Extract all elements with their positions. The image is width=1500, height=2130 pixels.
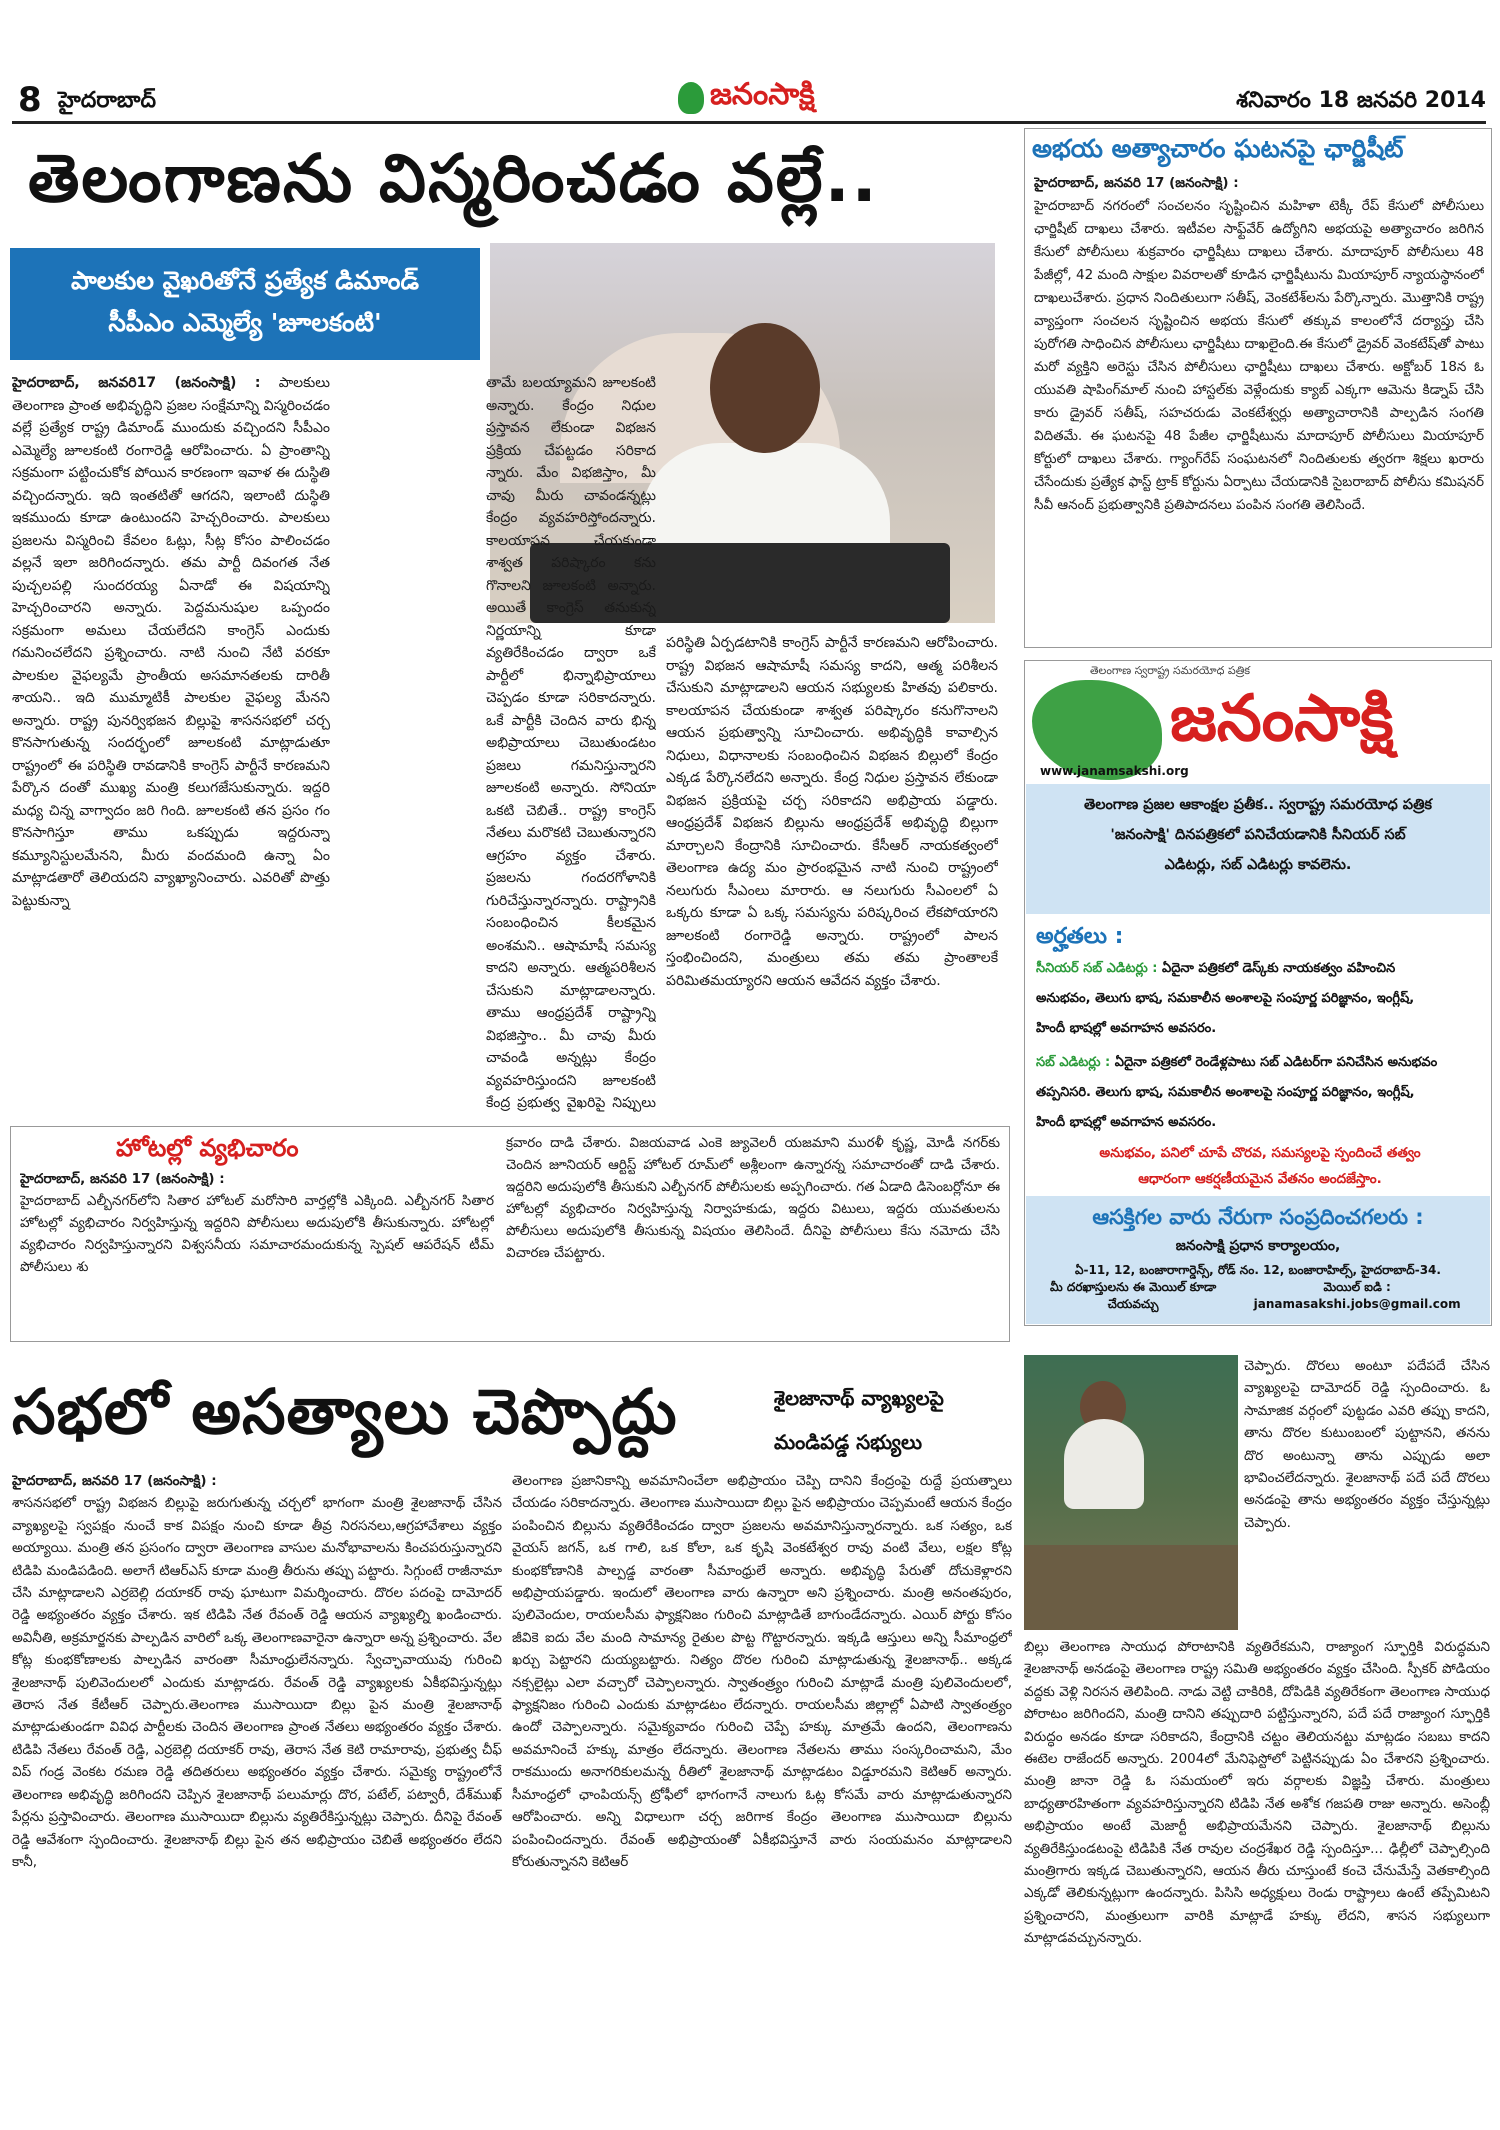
sidebar-body <box>1034 172 1484 642</box>
senior-label: సీనియర్ సబ్ ఎడిటర్లు : <box>1036 961 1158 976</box>
ad-contact-title: ఆసక్తిగల వారు నేరుగా సంప్రదించగలరు : <box>1092 1205 1424 1229</box>
paper-name: జనంసాక్షి <box>710 77 815 112</box>
ad-intro-line1: తెలంగాణ ప్రజల ఆకాంక్షల ప్రతీక.. స్వరాష్ట్ర సమరయోధ పత్రిక <box>1083 797 1433 813</box>
assembly-kicker-line2: మండిపడ్డ సభ్యులు <box>774 1430 923 1454</box>
ad-contact-box <box>1026 1196 1490 1324</box>
assembly-col-1 <box>12 1470 502 2122</box>
lead-col-2 <box>338 372 656 1114</box>
assembly-dateline: హైదరాబాద్, జనవరి 17 (జనంసాక్షి) : <box>12 1473 217 1489</box>
assembly-col-3-top <box>1244 1355 1490 1631</box>
ad-intro-line2: 'జనంసాక్షి' దినపత్రికలో పనిచేయడానికి సీనియర్ సబ్ <box>1110 827 1406 843</box>
assembly-col3-bottom-text: బిల్లు తెలంగాణ సాయుధ పోరాటానికి వ్యతిరేకమని, రాజ్యాంగ స్ఫూర్తికి విరుద్ధమని శైలజానాథ్ అనడంపై తెలంగాణ రాష్ట్ర సమితి అభ్యంతరం వ్యక్తం చేసింది. స్పీకర్ పోడియం వద్దకు వెళ్లి నిరసన తెలిపింది. నాడు వెట్టి చాకిరికి, దోపిడికి వ్యతిరేకంగా తెలంగాణ సాయుధ పోరాటం జరిగిందని, మంత్రి దానిని తప్పుదారి పట్టిస్తున్నారని, పదే పదే రాజ్యాంగ స్ఫూర్తికి విరుద్ధం అనడం కూడా సరికాదని, కేంద్రానికి చట్టం తెలియనట్టు మాట్లడం సబబు కాదని ఈటెల రాజేందర్ అన్నారు. 2004లో మేనిఫెస్టోలో పెట్టినప్పుడు ఏం చేశారని ప్రశ్నించారు. మంత్రి జానా రెడ్డి ఓ సమయంలో ఇరు వర్గాలకు విజ్ఞప్తి చేశారు. మంత్రులు బాధ్యతారహితంగా వ్యవహరిస్తున్నారని టిడిపి నేత అశోక గజపతి రాజు అన్నారు. అసెంబ్లీ అభిప్రాయం అంటే మెజార్టీ అభిప్రాయమేనని చెప్పారు. శైలజానాథ్ బిల్లును వ్యతిరేకిస్తుండటంపై టిడిపికి నేత రావుల చంద్రశేఖర రెడ్డి స్పందిస్తూ... ఢిల్లీలో చెప్పాల్సింది మంత్రిగారు ఇక్కడ చెబుతున్నారని, ఆయన తీరు చూస్తుంటే కంచె చేనుమేస్తే వెతకాల్సింది ఎక్కడో తెలికున్నట్లుగా ఉందన్నారు. పిసిసి అధ్యక్షులు రెండు రాష్ట్రాలు ఉంటే తప్పేమిటని ప్రశ్నించారని, మంత్రులుగా వారికి మాట్లాడే హక్కు లేదని, శాసన సభ్యులుగా మాట్లాడవచ్చునన్నారు. <box>1024 1639 1490 1947</box>
senior-text3: హిందీ భాషల్లో అవగాహన అవసరం. <box>1036 1021 1217 1036</box>
sidebar-dateline: హైదరాబాద్, జనవరి 17 (జనంసాక్షి) : <box>1034 175 1239 191</box>
assembly-photo <box>1024 1355 1238 1630</box>
hotel-headline: హోటల్లో వ్యభిచారం <box>116 1134 299 1162</box>
ad-intro-line3: ఎడిటర్లు, సబ్ ఎడిటర్లు కావలెను. <box>1164 857 1352 873</box>
ad-email-note: మీ దరఖాస్తులను ఈ మెయిల్ కూడా చేయవచ్చు <box>1049 1280 1217 1311</box>
ad-intro <box>1026 784 1490 914</box>
lead-col-3 <box>666 632 998 1114</box>
sub-text3: హిందీ భాషల్లో అవగాహన అవసరం. <box>1036 1115 1217 1130</box>
ad-website: www.janamsakshi.org <box>1040 764 1189 778</box>
hotel-dateline: హైదరాబాద్, జనవరి 17 (జనంసాక్షి) : <box>20 1171 225 1187</box>
hotel-col-1 <box>20 1168 494 1336</box>
ad-address: ఏ-11, 12, బంజారాగార్డెన్స్, రోడ్ నం. 12, బంజారాహిల్స్, హైదరాబాద్-34. <box>1075 1263 1441 1277</box>
lead-subhead-line1: పాలకుల వైఖరితోనే ప్రత్యేక డిమాండ్ <box>71 266 419 295</box>
ad-email-label: మెయిల్ ఐడి : <box>1323 1280 1391 1294</box>
ad-email: janamasakshi.jobs@gmail.com <box>1253 1297 1461 1311</box>
ad-qualifications <box>1036 954 1484 1138</box>
assembly-col3-top-text: చెప్పారు. దొరలు అంటూ పదేపదే చేసిన వ్యాఖ్యలపై దామోదర్ రెడ్డి స్పందించారు. ఓ సామాజిక వర్గంలో పుట్టడం ఎవరి తప్పు కాదని, తాను దొరల కుటుంబంలో పుట్టానని, తనను దొర అంటున్నా తాను ఎప్పుడు అలా భావించలేదన్నారు. శైలజానాథ్ పదే పదే దొరలు అనడంపై తాను అభ్యంతరం వ్యక్తం చేస్తున్నట్లు చెప్పారు. <box>1244 1358 1490 1531</box>
senior-text2: అనుభవం, తెలుగు భాష, సమకాలీన అంశాలపై సంపూర్ణ పరిజ్ఞానం, ఇంగ్లీష్, <box>1036 991 1415 1006</box>
ad-tagline: తెలంగాణ స్వరాష్ట్ర సమరయోధ పత్రిక <box>1090 664 1251 677</box>
lead-col1-text: పాలకులు తెలంగాణ ప్రాంత అభివృద్ధిని ప్రజల సంక్షేమాన్ని విస్మరించడం వల్లే ప్రత్యేక రాష్ట్ర డిమాండ్ ముందుకు వచ్చిందని సీపీఎం ఎమ్మెల్యే జూలకంటి రంగారెడ్డి ఆరోపించారు. ఏ ప్రాంతాన్ని సక్రమంగా పట్టించుకోక పోయిన కారణంగా ఇవాళ ఈ దుస్థితి వచ్చిందన్నారు. ఇది ఇంతటితో ఆగదని, ఇలాంటి దుస్థితి ఇకముందు కూడా ఉంటుందని హెచ్చరించారు. పాలకులు ప్రజలను విస్మరించి కేవలం ఓట్లు, సీట్ల కోసం పాలించడం వల్లనే ఇలా జరిగిందన్నారు. తమ పార్టీ దివంగత నేత పుచ్చలపల్లి సుందరయ్య ఏనాడో ఈ విషయాన్ని హెచ్చరించారని అన్నారు. పెద్దమనుషుల ఒప్పందం సక్రమంగా అమలు చేయలేదని కాంగ్రెస్ ఎందుకు గమనించలేదని ప్రశ్నించారు. నాటి నుంచి నేటి వరకూ పాలకుల వైఫల్యమే ప్రాంతీయ అసమానతలకు దారితీ శాయని.. ఇది ముమ్మాటికీ పాలకుల వైఫల్య మేనని అన్నారు. రాష్ట్ర పునర్విభజన బిల్లుపై శాసనసభలో చర్చ కొనసాగుతున్న సందర్భంలో జూలకంటి మాట్లాడుతూ రాష్ట్రంలో ఈ పరిస్థితి రావడానికి కాంగ్రెస్ పార్టీనే కారణమని పేర్కొన దంతో ముఖ్య మంత్రి కలుగజేసుకున్నారు. ఇద్దరి మధ్య చిన్న వాగ్వాదం జరి గింది. జూలకంటి తన ప్రసం గం కొనసాగిస్తూ తాము ఒకప్పుడు ఇద్దరున్నా కమ్యూనిస్టులమేనని, మీరు వందమంది ఉన్నా ఏం మాట్లాడతారో తెలియదని వ్యాఖ్యానించారు. ఎవరితో పొత్తు పెట్టుకున్నా <box>12 375 330 909</box>
lead-subhead-line2: సీపీఎం ఎమ్మెల్యే 'జూలకంటి' <box>108 308 382 337</box>
sub-text2: తప్పనిసరి. తెలుగు భాష, సమకాలీన అంశాలపై సంపూర్ణ పరిజ్ఞానం, ఇంగ్లీష్, <box>1036 1085 1415 1100</box>
ad-note <box>1036 1140 1484 1192</box>
assembly-col-2 <box>512 1470 1012 2122</box>
ad-qualifications-title: అర్హతలు : <box>1036 924 1124 949</box>
sub-text1: ఏదైనా పత్రికలో రెండేళ్లపాటు సబ్ ఎడిటర్‌గా పనిచేసిన అనుభవం <box>1114 1055 1438 1070</box>
senior-text1: ఏదైనా పత్రికలో డెస్క్‌కు నాయకత్వం వహించిన <box>1161 961 1396 976</box>
hotel-col-2 <box>506 1126 1000 1336</box>
lead-dateline: హైదరాబాద్, జనవరి17 (జనంసాక్షి) : <box>12 375 261 391</box>
ad-note-line1: అనుభవం, పనిలో చూపే చొరవ, సమస్యలపై స్పందించే తత్వం <box>1099 1145 1421 1161</box>
sidebar-headline: అభయ అత్యాచారం ఘటనపై ఛార్జిషీట్ <box>1032 134 1404 163</box>
issue-date: శనివారం 18 జనవరి 2014 <box>1236 88 1486 113</box>
assembly-col1-text: శాసనసభలో రాష్ట్ర విభజన బిల్లుపై జరుగుతున్న చర్చలో భాగంగా మంత్రి శైలజానాథ్ చేసిన వ్యాఖ్యలపై స్వపక్షం నుంచే కాక విపక్షం నుంచి కూడా తీవ్ర నిరసనలు,ఆగ్రహావేశాలు వ్యక్తం అయ్యాయి. మంత్రి తన ప్రసంగం ద్వారా తెలంగాణ వాసుల మనోభావాలను కించపరుస్తున్నారని టిడిపి మండిపడింది. అలాగే టిఆర్ఎస్ కూడా మంత్రి తీరును తప్పు పట్టారు. సిగ్గుంటే రాజీనామా చేసి మాట్లాడాలని ఎర్రబెల్లి దయాకర్ రావు ఘాటుగా విమర్శించారు. దొరల పదంపై దామోదర్ రెడ్డి అభ్యంతరం వ్యక్తం చేశారు. ఇక టిడిపి నేత రేవంత్ రెడ్డి ఆయన వ్యాఖ్యల్ని ఖండించారు. అవినీతి, అక్రమార్జనకు పాల్పడిన వారిలో ఒక్క తెలంగాణవారైనా ఉన్నారా అన్న ప్రశ్నించారు. వేల కోట్ల కుంభకోణాలకు పాల్పడిన వారంతా సీమాంధ్రులేనన్నారు. స్వేచ్ఛావాయువు గురించి శైలజానాథ్ పులివెందులలో ఎందుకు మాట్లాడరు. రేవంత్ రెడ్డి వ్యాఖ్యలకు ఏకీభవిస్తున్నట్లు తెరాస నేత కేటీఆర్ చెప్పారు.తెలంగాణ ముసాయిదా బిల్లు పైన మంత్రి శైలజానాథ్ మాట్లాడుతుండగా వివిధ పార్టీలకు చెందిన తెలంగాణ ప్రాంత నేతలు అభ్యంతరం వ్యక్తం చేశారు. టిడిపి నేతలు రేవంత్ రెడ్డి, ఎర్రబెల్లి దయాకర్ రావు, తెరాస నేత కెటి రామారావు, ప్రభుత్వ చీఫ్ విప్ గండ్ర వెంకట రమణ రెడ్డి తదితరులు అభ్యంతరం వ్యక్తం చేశారు. సమైక్య రాష్ట్రంలోనే తెలంగాణ అభివృద్ధి జరిగిందని చెప్పిన శైలజానాథ్ పలుమార్లు దొర, పటేల్, పట్వారీ, దేశ్‌ముఖ్ పేర్లను ప్రస్తావించారు. తెలంగాణ ముసాయిదా బిల్లును వ్యతిరేకిస్తున్నట్లు చెప్పారు. దీనిపై రేవంత్ రెడ్డి ఆవేశంగా స్పందించారు. శైలజానాథ్ బిల్లు పైన తన అభిప్రాయం చెబితే అభ్యంతరం లేదని కానీ, <box>12 1495 502 1870</box>
assembly-col2-text: తెలంగాణ ప్రజానికాన్ని అవమానించేలా అభిప్రాయం చెప్పి దానిని కేంద్రంపై రుద్దే ప్రయత్నాలు చేయడం సరికాదన్నారు. తెలంగాణ ముసాయిదా బిల్లు పైన అభిప్రాయం చెప్పమంటే ఆయన కేంద్రం పంపించిన బిల్లును వ్యతిరేకించడం ద్వారా ప్రజలను అవమానిస్తున్నారన్నారు. ఒక సత్యం, ఒక వైయస్ జగన్, ఒక గాలి, ఒక కోలా, ఒక కృషి వెంకటేశ్వర రావు వంటి వేలు, లక్షల కోట్ల కుంభకోణానికి పాల్పడ్డ వారంతా సీమాంధ్రులే అన్నారు. అభివృద్ధి పేరుతో దోచుకెళ్లారని అభిప్రాయపడ్డారు. ఇందులో తెలంగాణ వారు ఉన్నారా అని ప్రశ్నించారు. మంత్రి అనంతపురం, పులివెందుల, రాయలసీమ ఫ్యాక్షనిజం గురించి మాట్లాడితే బాగుండేదన్నారు. ఎయిర్ పోర్టు కోసం జీవికె ఐదు వేల మంది సామాన్య రైతుల పొట్ట గొట్టారన్నారు. ఇక్కడి ఆస్తులు అన్ని సీమాంధ్రలో ఖర్చు పెట్టారని దుయ్యబట్టారు. నిత్యం దొరల గురించి మాట్లాడుతున్న శైలజానాథ్.. అక్కడ నక్సలైట్లు ఎలా వచ్చారో చెప్పాలన్నారు. స్వాతంత్ర్యం గురించి మాట్లాడే మంత్రి పులివెందులలో, ఫ్యాక్షనిజం గురించి ఎందుకు మాట్లాడటం లేదన్నారు. రాయలసీమ జిల్లాల్లో ఏపాటి స్వాతంత్ర్యం ఉందో చెప్పాలన్నారు. సమైక్యవాదం గురించి చెప్పే హక్కు మాత్రమే ఉందని, తెలంగాణను అవమానించే హక్కు మాత్రం లేదన్నారు. తెలంగాణ నేతలను తాము సంస్కరించామని, మేం రాకముందు అనాగరికులమన్న రీతిలో శైలజానాథ్ మాట్లాడటం విడ్డూరమని కెటిఆర్ అన్నారు. సీమాంధ్రలో ఛాంపియన్స్ ట్రోఫీలో భాగంగానే నాలుగు ఓట్ల కోసమే వారు మాట్లాడుతున్నారని ఆరోపించారు. అన్ని విధాలుగా చర్చ జరిగాక కేంద్రం తెలంగాణ ముసాయిదా బిల్లును పంపించిందన్నారు. రేవంత్ అభిప్రాయంతో ఏకీభవిస్తూనే వారు సంయమనం మాట్లాడాలని కోరుతున్నానని కెటిఆర్ <box>512 1473 1012 1870</box>
sidebar-text: హైదరాబాద్ నగరంలో సంచలనం సృష్టించిన మహిళా టెక్కీ రేప్ కేసులో పోలీసులు ఛార్జిషీట్ దాఖలు చేశారు. ఇటీవల సాఫ్ట్‌వేర్ ఉద్యోగిని అభయపై అత్యాచారం జరిగిన కేసులో పోలీసులు శుక్రవారం ఛార్జిషీటు దాఖలు చేశారు. మాదాపూర్ పోలీసులు 48 పేజీల్లో, 42 మంది సాక్షుల వివరాలతో కూడిన ఛార్జిషీటును మియాపూర్ న్యాయస్థానంలో దాఖలుచేశారు. ప్రధాన నిందితులుగా సతీష్, వెంకటేశ్‌లను పేర్కొన్నారు. మొత్తానికి రాష్ట్ర వ్యాప్తంగా సంచలన సృష్టించిన అభయ కేసులో తక్కువ కాలంలోనే దర్యాప్తు చేసి పురోగతి సాధించిన పోలీసులు ఛార్జిషీటు దాఖలైంది.ఈ కేసులో డ్రైవర్ వెంకటేష్‌తో పాటు మరో వ్యక్తిని అరెస్టు చేసిన పోలీసులు ఛార్జిషీటు దాఖలు చేశారు. అక్టోబర్ 18న ఓ యువతి షాపింగ్‌మాల్ నుంచి హాస్టల్‌కు వెళ్లేందుకు క్యాబ్ ఎక్కగా ఆమెను కిడ్నాప్ చేసి కారు డ్రైవర్ సతీష్, సహచరుడు వెంకటేశ్వర్లు అత్యాచారానికి పాల్పడిన సంగతి విదితమే. ఈ ఘటనపై 48 పేజీల ఛార్జిషీటును మాదాపూర్ పోలీసులు మియాపూర్ కోర్టులో దాఖలు చేశారు. గ్యాంగ్‌రేప్ సంఘటనలో నిందితులకు త్వరగా శిక్షలు ఖరారు చేసేందుకు ప్రత్యేక ఫాస్ట్ ట్రాక్ కోర్టును ఏర్పాటు చేయడానికి సైబరాబాద్ పోలీసు కమిషనర్ సీవీ ఆనంద్ ప్రభుత్వానికి ప్రతిపాదనలు పంపిన సంగతి తెలిసిందే. <box>1034 198 1484 513</box>
assembly-headline: సభలో అసత్యాలు చెప్పొద్దు <box>12 1375 678 1448</box>
lead-subhead-box <box>10 248 480 360</box>
lead-col3-text: పరిస్థితి ఏర్పడటానికి కాంగ్రెస్ పార్టీనే కారణమని ఆరోపించారు. రాష్ట్ర విభజన ఆషామాషీ సమస్య కాదని, ఆత్మ పరిశీలన చేసుకుని మాట్లాడాలని ఆయన సభ్యులకు హితవు పలికారు. కాలయాపన చేయకుండా శాశ్వత పరిష్కారం కనుగొనాలని ఆయన ప్రభుత్వాన్ని సూచించారు. అభివృద్ధికి కావాల్సిన నిధులు, విధానాలకు సంబంధించిన విభజన బిల్లులో కేంద్రం ఎక్కడ పేర్కొనలేదని అన్నారు. కేంద్ర నిధుల ప్రస్తావన లేకుండా విభజన ప్రక్రియపై చర్చ సరికాదని అభిప్రాయ పడ్డారు. ఆంధ్రప్రదేశ్ విభజన బిల్లును ఆంధ్రప్రదేశ్ అభివృద్ధి బిల్లుగా మార్చాలని కేంద్రానికి సూచించారు. కేసీఆర్ నాయకత్వంలో తెలంగాణ ఉద్య మం ప్రారంభమైన నాటి నుంచి రాష్ట్రంలో నలుగురు సీఎంలు మారారు. ఆ నలుగురు సీఎంలలో ఏ ఒక్కరు కూడా ఏ ఒక్క సమస్యను పరిష్కరించ లేకపోయారని జూలకంటి రంగారెడ్డి అన్నారు. రాష్ట్రంలో పాలన స్తంభించిందని, మంత్రులు తమ తమ ప్రాంతాలకే పరిమితమయ్యారని ఆయన ఆవేదన వ్యక్తం చేశారు. <box>666 635 998 989</box>
paper-logo <box>678 78 815 118</box>
ad-logo: జనంసాక్షి <box>1170 682 1394 756</box>
hotel-col1-text: హైదరాబాద్ ఎల్బీనగర్‌లోని సితార హోటల్ మరోసారి వార్తల్లోకి ఎక్కింది. ఎల్బీనగర్ సితార హోటల్లో వ్యభిచారం నిర్వహిస్తున్న ఇద్దరిని పోలీసులు అదుపులోకి తీసుకున్నారు. హోటల్లో వ్యభిచారం నిర్వహిస్తున్నారని విశ్వసనీయ సమాచారమందుకున్న స్పెషల్ ఆపరేషన్ టీమ్ పోలీసులు శు <box>20 1193 494 1275</box>
assembly-kicker-line1: శైలజానాథ్ వ్యాఖ్యలపై <box>774 1386 944 1410</box>
lead-col2-text: తామే బలయ్యామని జూలకంటి అన్నారు. కేంద్రం నిధుల ప్రస్తావన లేకుండా విభజన ప్రక్రియ చేపట్టడం సరికాద న్నారు. మేం విభజిస్తాం, మీ చావు మీరు చావండన్నట్లు కేంద్రం వ్యవహరిస్తోందన్నారు. కాలయాపన చేయకుండా శాశ్వత పరిష్కారం కను గొనాలని జూలకంటి అన్నారు. అయితే కాంగ్రెస్ తనుకున్న నిర్ణయాన్ని కూడా వ్యతిరేకించడం ద్వారా ఒకే పార్టీలో భిన్నాభిప్రాయాలు చెప్పడం కూడా సరికాదన్నారు. ఒకే పార్టీకి చెందిన వారు భిన్న అభిప్రాయాలు చెబుతుండటం ప్రజలు గమనిస్తున్నారని జూలకంటి అన్నారు. సోనియా ఒకటి చెబితే.. రాష్ట్ర కాంగ్రెస్ నేతలు మరొకటి చెబుతున్నారని ఆగ్రహం వ్యక్తం చేశారు. ప్రజలను గందరగోళానికి గురిచేస్తున్నారన్నారు. రాష్ట్రానికి సంబంధించిన కీలకమైన అంశమని.. ఆషామాషీ సమస్య కాదని అన్నారు. ఆత్మపరిశీలన చేసుకుని మాట్లాడాలన్నారు. తాము ఆంధ్రప్రదేశ్ రాష్ట్రాన్ని విభజిస్తాం.. మీ చావు మీరు చావండి అన్నట్లు కేంద్రం వ్యవహరిస్తుందని జూలకంటి కేంద్ర ప్రభుత్వ వైఖరిపై నిప్పులు <box>486 375 656 1111</box>
ad-office: జనంసాక్షి ప్రధాన కార్యాలయం, <box>1175 1238 1341 1254</box>
ad-note-line2: ఆధారంగా ఆకర్షణీయమైన వేతనం అందజేస్తాం. <box>1138 1171 1382 1187</box>
lead-headline: తెలంగాణను విస్మరించడం వల్లే.. <box>28 140 879 217</box>
logo-map-icon <box>678 82 704 114</box>
lead-col-1 <box>12 372 330 1114</box>
page-number: 8 <box>18 80 42 120</box>
edition-city: హైదరాబాద్ <box>58 88 156 113</box>
masthead <box>12 76 1486 124</box>
hotel-col2-text: క్రవారం దాడి చేశారు. విజయవాడ ఎంకె జ్యువెలరీ యజమాని మురళీ కృష్ణ, మోడీ నగర్‌కు చెందిన జూనియర్ ఆర్టిస్ట్ హోటల్ రూమ్‌లో అశ్లీలంగా ఉన్నారన్న సమాచారంతో దాడి చేశారు. ఇద్దరిని అదుపులోకి తీసుకుని ఎల్బీనగర్ పోలీసులకు అప్పగించారు. గత ఏడాది డిసెంబర్లోనూ ఈ హోటల్లో వ్యభిచారం నిర్వహిస్తున్న నిర్వాహకుడు, ఇద్దరు విటులు, ఇద్దరు యువతులను పోలీసులు అదుపులోకి తీసుకున్న విషయం తెలిసిందే. దీనిపై పోలీసులు కేసు నమోదు చేసి విచారణ చేపట్టారు. <box>506 1135 1000 1261</box>
assembly-col-3-bottom <box>1024 1636 1490 2122</box>
sub-label: సబ్ ఎడిటర్లు : <box>1036 1055 1111 1070</box>
assembly-kicker <box>774 1376 944 1464</box>
